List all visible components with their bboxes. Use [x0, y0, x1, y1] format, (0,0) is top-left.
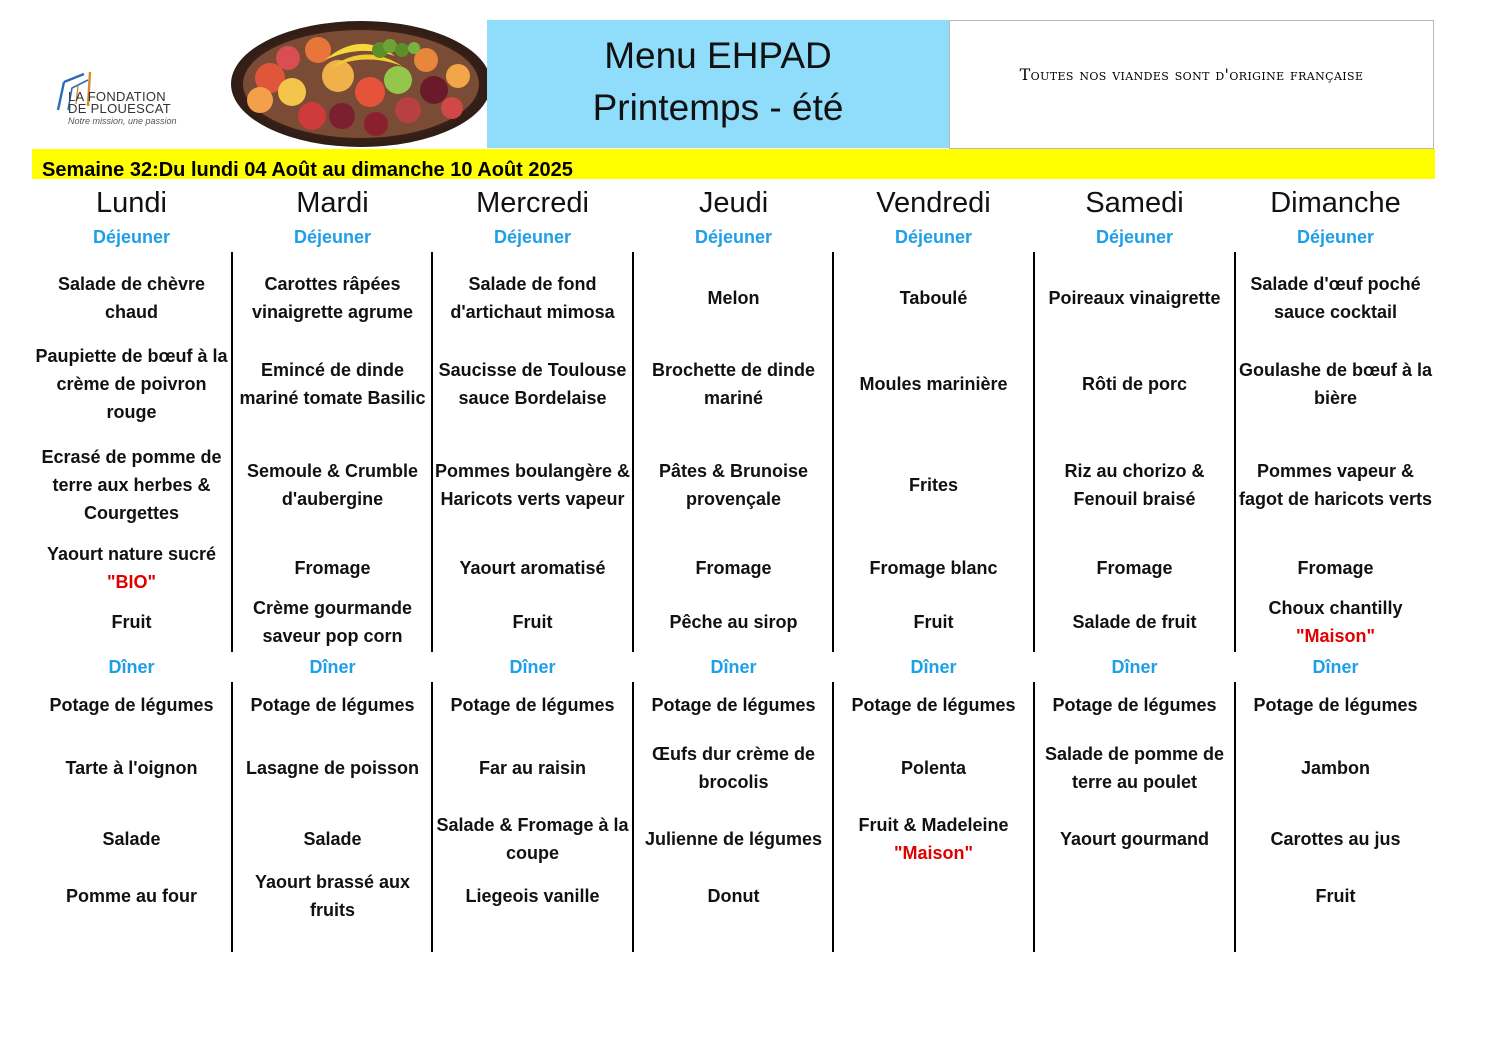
- menu-cell: [1034, 340, 1235, 428]
- menu-cell: [1235, 688, 1436, 722]
- dish-name: Œufs dur crème de brocolis: [651, 744, 816, 792]
- diner-plat-item: [246, 754, 419, 782]
- diner-dessert-item: [234, 868, 431, 924]
- diner-plat-item: [1036, 740, 1233, 796]
- menu-cell: [833, 866, 1034, 926]
- diner-accompagnement-item: [1060, 825, 1209, 853]
- menu-cell: [1034, 538, 1235, 598]
- logo-text-line1: LA FONDATION: [68, 89, 166, 104]
- day-header: Mercredi: [476, 187, 589, 219]
- dish-name: Saucisse de Toulouse sauce Bordelaise: [438, 360, 627, 408]
- menu-cell: [432, 538, 633, 598]
- dejeuner-laitage-item: [1297, 554, 1373, 582]
- menu-cell: [432, 809, 633, 869]
- menu-cell: [1034, 441, 1235, 529]
- menu-cell: [633, 441, 834, 529]
- dish-name: Salade d'œuf poché sauce cocktail: [1250, 274, 1421, 322]
- diner-accompagnement-item: [303, 825, 361, 853]
- dejeuner-accompagnement-item: [1237, 457, 1434, 513]
- dish-name: Brochette de dinde mariné: [651, 360, 816, 408]
- menu-cell: [432, 592, 633, 652]
- dejeuner-entree-item: [234, 270, 431, 326]
- dish-name: Salade de chèvre chaud: [57, 274, 206, 322]
- menu-cell: [1034, 809, 1235, 869]
- dish-name: Moules marinière: [859, 374, 1008, 394]
- menu-cell: [232, 809, 433, 869]
- menu-cell: [1034, 866, 1235, 926]
- dish-name: Yaourt brassé aux fruits: [254, 872, 411, 920]
- dejeuner-entree-item: [900, 284, 968, 312]
- menu-cell: [833, 441, 1034, 529]
- menu-cell: [633, 592, 834, 652]
- dejeuner-dessert-item: [513, 608, 553, 636]
- menu-cell: [31, 809, 232, 869]
- menu-cell: [833, 538, 1034, 598]
- diner-accompagnement-item: [858, 811, 1008, 867]
- menu-title: Menu EHPAD: [604, 35, 832, 76]
- dish-name: Fromage: [294, 558, 371, 578]
- menu-cell: [633, 866, 834, 926]
- dinner-label: Dîner: [1312, 657, 1359, 677]
- menu-cell: [633, 809, 834, 869]
- dish-name: Ecrasé de pomme de terre aux herbes & Courgettes: [41, 447, 222, 523]
- dejeuner-laitage-item: [695, 554, 771, 582]
- dejeuner-laitage-item: [294, 554, 370, 582]
- menu-cell: [31, 592, 232, 652]
- diner-potage-item: [450, 691, 614, 719]
- meat-origin-notice-box: [949, 20, 1434, 149]
- menu-cell: [31, 254, 232, 342]
- dish-name: Pomme au four: [65, 886, 198, 906]
- dish-name: Lasagne de poisson: [245, 758, 420, 778]
- dish-name: Tarte à l'oignon: [65, 758, 198, 778]
- dish-name: Potage de légumes: [1253, 695, 1418, 715]
- diner-plat-item: [635, 740, 832, 796]
- menu-cell: [432, 340, 633, 428]
- dish-name: Salade de fond d'artichaut mimosa: [450, 274, 615, 322]
- diner-potage-item: [250, 691, 414, 719]
- menu-cell: [432, 441, 633, 529]
- menu-cell: [633, 538, 834, 598]
- menu-cell: [833, 688, 1034, 722]
- dejeuner-accompagnement-item: [909, 471, 958, 499]
- dejeuner-accompagnement-item: [635, 457, 832, 513]
- dejeuner-entree-item: [1048, 284, 1220, 312]
- dejeuner-laitage-item: [459, 554, 605, 582]
- dish-name: Pêche au sirop: [669, 612, 798, 632]
- diner-potage-item: [49, 691, 213, 719]
- dish-name: Potage de légumes: [1052, 695, 1217, 715]
- dejeuner-laitage-item: [869, 554, 997, 582]
- dish-name: Fruit: [913, 612, 954, 632]
- lunch-label: Déjeuner: [493, 227, 572, 247]
- menu-cell: [432, 738, 633, 798]
- dish-name: Potage de légumes: [49, 695, 214, 715]
- dejeuner-plat-item: [434, 356, 631, 412]
- diner-potage-item: [651, 691, 815, 719]
- dinner-label: Dîner: [1111, 657, 1158, 677]
- dish-name: Yaourt nature sucré: [46, 544, 217, 564]
- dish-name: Yaourt gourmand: [1059, 829, 1209, 849]
- menu-cell: [1034, 592, 1235, 652]
- menu-cell: [232, 340, 433, 428]
- dejeuner-accompagnement-item: [434, 457, 631, 513]
- dish-name: Julienne de légumes: [644, 829, 823, 849]
- fondation-logo: [52, 66, 212, 128]
- dish-name: Potage de légumes: [851, 695, 1016, 715]
- logo-tagline: Notre mission, une passion: [68, 116, 177, 126]
- menu-cell: [31, 441, 232, 529]
- dejeuner-plat-item: [1082, 370, 1187, 398]
- menu-cell: [31, 538, 232, 598]
- week-banner: [32, 149, 1435, 179]
- dish-name: Semoule & Crumble d'aubergine: [246, 461, 419, 509]
- menu-cell: [31, 688, 232, 722]
- week-dates: Semaine 32:Du lundi 04 Août au dimanche 10 Août 2025: [42, 159, 573, 181]
- dejeuner-accompagnement-item: [1036, 457, 1233, 513]
- dish-name: Pommes boulangère & Haricots verts vapeur: [434, 461, 631, 509]
- dejeuner-plat-item: [1237, 356, 1434, 412]
- menu-cell: [31, 738, 232, 798]
- menu-cell: [833, 592, 1034, 652]
- dish-name: Fruit: [1315, 886, 1356, 906]
- dinner-label: Dîner: [108, 657, 155, 677]
- menu-cell: [232, 538, 433, 598]
- homemade-badge: "BIO": [106, 572, 157, 592]
- weekly-menu-grid: [31, 188, 1435, 952]
- dish-name: Fruit & Madeleine: [858, 815, 1009, 835]
- dejeuner-dessert-item: [914, 608, 954, 636]
- dish-name: Salade: [102, 829, 161, 849]
- menu-cell: [633, 340, 834, 428]
- menu-cell: [232, 738, 433, 798]
- lunch-label: Déjeuner: [1095, 227, 1174, 247]
- menu-cell: [1235, 441, 1436, 529]
- diner-accompagnement-item: [645, 825, 822, 853]
- menu-cell: [31, 866, 232, 926]
- diner-dessert-item: [66, 882, 197, 910]
- menu-cell: [1235, 254, 1436, 342]
- menu-season: Printemps - été: [592, 87, 844, 128]
- dish-name: Salade & Fromage à la coupe: [436, 815, 629, 863]
- dish-name: Taboulé: [899, 288, 968, 308]
- dish-name: Yaourt aromatisé: [459, 558, 606, 578]
- dish-name: Fruit: [512, 612, 553, 632]
- dish-name: Fruit: [111, 612, 152, 632]
- lunch-label: Déjeuner: [92, 227, 171, 247]
- dejeuner-plat-item: [859, 370, 1007, 398]
- menu-cell: [432, 254, 633, 342]
- diner-plat-item: [901, 754, 966, 782]
- dish-name: Fromage: [695, 558, 772, 578]
- dejeuner-accompagnement-item: [33, 443, 230, 527]
- menu-cell: [833, 254, 1034, 342]
- menu-cell: [633, 254, 834, 342]
- meat-origin-notice: Toutes nos viandes sont d'origine française: [1019, 65, 1364, 84]
- dish-name: Paupiette de bœuf à la crème de poivron rouge: [35, 346, 228, 422]
- dish-name: Riz au chorizo & Fenouil braisé: [1064, 461, 1205, 509]
- diner-plat-item: [479, 754, 586, 782]
- menu-cell: [1235, 738, 1436, 798]
- menu-cell: [1235, 538, 1436, 598]
- dish-name: Rôti de porc: [1081, 374, 1187, 394]
- dish-name: Donut: [707, 886, 760, 906]
- dejeuner-dessert-item: [1072, 608, 1196, 636]
- dish-name: Jambon: [1300, 758, 1370, 778]
- dejeuner-entree-item: [1237, 270, 1434, 326]
- dejeuner-entree-item: [33, 270, 230, 326]
- diner-dessert-item: [465, 882, 599, 910]
- dejeuner-laitage-item: [1096, 554, 1172, 582]
- dish-name: Carottes râpées vinaigrette agrume: [251, 274, 414, 322]
- menu-cell: [31, 340, 232, 428]
- dish-name: Fromage: [1297, 558, 1374, 578]
- diner-dessert-item: [1316, 882, 1356, 910]
- dejeuner-dessert-item: [669, 608, 797, 636]
- menu-cell: [232, 688, 433, 722]
- menu-title-box: [487, 20, 949, 148]
- menu-cell: [1235, 866, 1436, 926]
- dinner-label: Dîner: [309, 657, 356, 677]
- diner-plat-item: [66, 754, 198, 782]
- dejeuner-dessert-item: [1268, 594, 1402, 650]
- menu-cell: [833, 340, 1034, 428]
- diner-potage-item: [1253, 691, 1417, 719]
- menu-cell: [232, 866, 433, 926]
- diner-potage-item: [851, 691, 1015, 719]
- dinner-label: Dîner: [710, 657, 757, 677]
- homemade-badge: "Maison": [893, 843, 974, 863]
- dinner-label: Dîner: [910, 657, 957, 677]
- diner-dessert-item: [708, 882, 760, 910]
- logo-text-line2: DE PLOUESCAT: [68, 101, 172, 116]
- menu-cell: [833, 809, 1034, 869]
- dish-name: Potage de légumes: [450, 695, 615, 715]
- dejeuner-entree-item: [708, 284, 760, 312]
- dish-name: Polenta: [900, 758, 966, 778]
- dejeuner-plat-item: [33, 342, 230, 426]
- menu-cell: [1235, 340, 1436, 428]
- dejeuner-entree-item: [434, 270, 631, 326]
- menu-cell: [1034, 688, 1235, 722]
- menu-cell: [432, 866, 633, 926]
- diner-accompagnement-item: [1270, 825, 1400, 853]
- dish-name: Potage de légumes: [250, 695, 415, 715]
- menu-cell: [1235, 592, 1436, 652]
- dejeuner-accompagnement-item: [234, 457, 431, 513]
- menu-cell: [833, 738, 1034, 798]
- day-header: Vendredi: [876, 187, 991, 219]
- menu-cell: [232, 592, 433, 652]
- dish-name: Fromage: [1096, 558, 1173, 578]
- dish-name: Crème gourmande saveur pop corn: [252, 598, 413, 646]
- menu-cell: [432, 688, 633, 722]
- dish-name: Pâtes & Brunoise provençale: [658, 461, 809, 509]
- homemade-badge: "Maison": [1295, 626, 1376, 646]
- dish-name: Salade: [303, 829, 362, 849]
- dish-name: Pommes vapeur & fagot de haricots verts: [1238, 461, 1433, 509]
- dish-name: Potage de légumes: [651, 695, 816, 715]
- menu-cell: [232, 254, 433, 342]
- dish-name: Melon: [707, 288, 760, 308]
- menu-cell: [1034, 738, 1235, 798]
- dish-name: Frites: [908, 475, 959, 495]
- dish-name: Liegeois vanille: [465, 886, 600, 906]
- dish-name: Salade de pomme de terre au poulet: [1044, 744, 1225, 792]
- dinner-label: Dîner: [509, 657, 556, 677]
- menu-cell: [633, 688, 834, 722]
- dejeuner-plat-item: [234, 356, 431, 412]
- dish-name: Carottes au jus: [1270, 829, 1401, 849]
- day-header: Mardi: [296, 187, 369, 219]
- dish-name: Salade de fruit: [1072, 612, 1197, 632]
- fruit-platter-image: [230, 20, 492, 148]
- dish-name: Far au raisin: [478, 758, 587, 778]
- dejeuner-laitage-item: [47, 540, 216, 596]
- dish-name: Emincé de dinde mariné tomate Basilic: [239, 360, 426, 408]
- menu-cell: [232, 441, 433, 529]
- dish-name: Fromage blanc: [869, 558, 998, 578]
- lunch-label: Déjeuner: [894, 227, 973, 247]
- lunch-label: Déjeuner: [694, 227, 773, 247]
- menu-cell: [633, 738, 834, 798]
- day-header: Lundi: [96, 187, 167, 219]
- lunch-label: Déjeuner: [1296, 227, 1375, 247]
- diner-accompagnement-item: [102, 825, 160, 853]
- dish-name: Choux chantilly: [1268, 598, 1403, 618]
- dish-name: Goulashe de bœuf à la bière: [1238, 360, 1433, 408]
- dish-name: Poireaux vinaigrette: [1048, 288, 1221, 308]
- diner-accompagnement-item: [434, 811, 631, 867]
- lunch-label: Déjeuner: [293, 227, 372, 247]
- dejeuner-plat-item: [635, 356, 832, 412]
- dejeuner-dessert-item: [112, 608, 152, 636]
- dejeuner-dessert-item: [234, 594, 431, 650]
- diner-plat-item: [1301, 754, 1370, 782]
- day-header: Jeudi: [698, 187, 769, 219]
- day-header: Samedi: [1085, 187, 1184, 219]
- diner-potage-item: [1052, 691, 1216, 719]
- menu-cell: [1235, 809, 1436, 869]
- menu-cell: [1034, 254, 1235, 342]
- day-header: Dimanche: [1270, 187, 1401, 219]
